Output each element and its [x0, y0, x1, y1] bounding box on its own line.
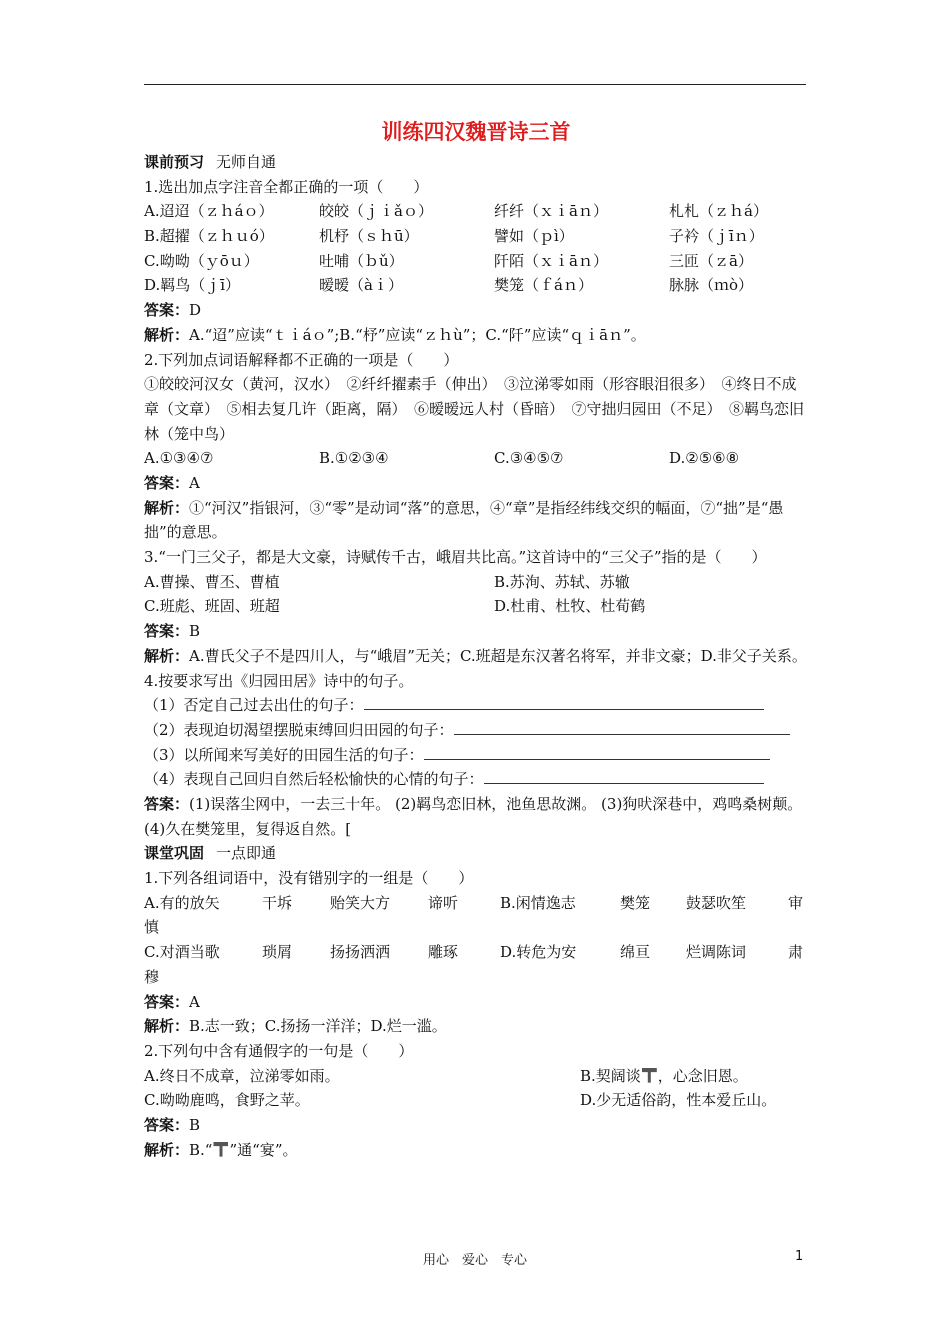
option-cell: 吐哺（ｂǔ） [319, 251, 404, 270]
analysis-line [144, 1138, 808, 1163]
analysis-text: B.志一致；C.扬扬一洋洋；D.烂一滥。 [189, 1017, 447, 1036]
answer-label: 答案： [144, 794, 190, 813]
option-text: ，心念旧恩。 [657, 1066, 748, 1085]
word-cell: 樊笼 [620, 893, 651, 912]
question-body: ①皎皎河汉女（黄河，汉水） ②纤纤擢素手（伸出） ③泣涕零如雨（形容眼泪很多） ④终日不成章（文章） ⑤相去复几许（距离，隔） ⑥暧暧远人村（昏暗） ⑦守拙归园田（不足） ⑧羁鸟恋旧林（笼中鸟） [144, 375, 805, 443]
fill-item [144, 743, 808, 768]
word-cell: 谛听 [428, 893, 459, 912]
option-cell: A.①③④⑦ [144, 449, 214, 468]
header-rule [144, 84, 806, 85]
option-cell: B.超擢（ｚｈｕó） [144, 227, 274, 246]
word-cell: 审 [788, 893, 804, 912]
option-cell: 脉脉（ｍò） [669, 276, 754, 295]
question-stem: 3.“一门三父子，都是大文豪，诗赋传千古，峨眉共比高。”这首诗中的“三父子”指的是（ ） [144, 548, 767, 567]
option-cell: 樊笼（ｆáｎ） [494, 276, 593, 295]
answer-value: A [189, 473, 200, 492]
answer-value: B [189, 622, 201, 641]
answer-value: (1)误落尘网中，一去三十年。 (2)羁鸟恋旧林，池鱼思故渊。 (3)狗吠深巷中，鸡鸣桑树颠。 (4)久在樊笼里，复得返自然。[ [144, 794, 810, 838]
page-title: 训练四汉魏晋诗三首 [381, 119, 571, 144]
option-cell: C.班彪、班固、班超 [144, 597, 280, 616]
word-cell: C.对酒当歌 [144, 943, 220, 962]
question-stem: 1.选出加点字注音全都正确的一项（ ） [144, 177, 429, 196]
analysis-label: 解析： [144, 498, 190, 517]
section-heading-classroom [144, 841, 808, 866]
analysis-label: 解析： [144, 646, 190, 665]
analysis-text: ①“河汉”指银河，③“零”是动词“落”的意思，④“章”是指经纬线交织的幅面，⑦“拙”是“愚拙”的意思。 [144, 498, 784, 542]
answer-label: 答案： [144, 301, 190, 320]
fill-item [144, 693, 808, 718]
option-cell: A.迢迢（ｚｈáｏ） [144, 202, 274, 221]
answer-blank[interactable] [424, 745, 770, 760]
word-cell: 鼓瑟吹笙 [686, 893, 747, 912]
option-text: B.契阔谈 [580, 1066, 641, 1085]
option-cell: 皎皎（ｊｉǎｏ） [319, 202, 433, 221]
word-cell: 雕琢 [428, 943, 459, 962]
answer-line [144, 298, 808, 323]
question-stem: 4.按要求写出《归园田居》诗中的句子。 [144, 671, 414, 690]
section-sub: 一点即通 [216, 844, 277, 863]
option-cell: 三匝（ｚā） [669, 251, 753, 270]
word-cell: 烂调陈词 [686, 943, 747, 962]
option-cell: D.杜甫、杜牧、杜荀鹤 [494, 597, 646, 616]
analysis-label: 解析： [144, 325, 190, 344]
option-cell: 暧暧（àｉ） [319, 276, 403, 295]
answer-line [144, 792, 808, 841]
page-footer: 用心 爱心 专心 [422, 1253, 527, 1268]
question-stem: 2.下列加点词语解释都不正确的一项是（ ） [144, 350, 459, 369]
option-cell: C.呦呦（ｙōｕ） [144, 251, 259, 270]
rare-character-glyph [213, 1142, 228, 1157]
option-cell: C.呦呦鹿鸣，食野之苹。 [144, 1091, 310, 1110]
analysis-line [144, 644, 808, 669]
analysis-text: ”通“宴”。 [229, 1140, 298, 1159]
fill-item-label: （2）表现迫切渴望摆脱束缚回归田园的句子： [144, 720, 454, 739]
section-label: 课堂巩固 [144, 844, 205, 863]
answer-blank[interactable] [484, 769, 764, 784]
analysis-line [144, 1014, 808, 1039]
option-cell: 子衿（ｊīｎ） [669, 227, 764, 246]
option-row [144, 594, 808, 619]
analysis-text: A.“迢”应读“ｔｉáｏ”;B.“杼”应读“ｚｈù”；C.“阡”应读“ｑｉāｎ”。 [189, 325, 646, 344]
option-cell: 阡陌（ｘｉāｎ） [494, 251, 608, 270]
analysis-text: B.“ [189, 1140, 213, 1159]
word-tail: 穆 [144, 967, 160, 986]
answer-blank[interactable] [454, 720, 790, 735]
answer-blank[interactable] [364, 695, 764, 710]
option-cell: B.苏洵、苏轼、苏辙 [494, 572, 630, 591]
word-cell: 绵亘 [620, 943, 651, 962]
analysis-line [144, 496, 808, 545]
option-cell: A.终日不成章，泣涕零如雨。 [144, 1066, 340, 1085]
option-cell: A.曹操、曹丕、曹植 [144, 572, 280, 591]
fill-item-label: （4）表现自己回归自然后轻松愉快的心情的句子： [144, 770, 484, 789]
option-row [144, 570, 808, 595]
option-cell: D.少无适俗韵，性本爱丘山。 [580, 1091, 777, 1110]
option-row [144, 1064, 808, 1089]
page-number: 1 [795, 1249, 804, 1264]
document-body [144, 118, 808, 1162]
question-stem: 2.下列句中含有通假字的一句是（ ） [144, 1041, 414, 1060]
answer-label: 答案： [144, 622, 190, 641]
answer-line [144, 619, 808, 644]
word-cell: 干坼 [262, 893, 293, 912]
option-row [144, 199, 808, 224]
option-cell: B.①②③④ [319, 449, 389, 468]
word-cell: 扬扬洒洒 [330, 943, 391, 962]
option-cell: 机杼（ｓｈū） [319, 227, 419, 246]
option-row [144, 273, 808, 298]
word-row [144, 891, 808, 916]
answer-label: 答案： [144, 1115, 190, 1134]
word-cell: B.闲情逸志 [500, 893, 576, 912]
option-cell [580, 1064, 808, 1089]
option-row [144, 249, 808, 274]
analysis-label: 解析： [144, 1140, 190, 1159]
option-cell: C.③④⑤⑦ [494, 449, 564, 468]
word-cell: 琐屑 [262, 943, 293, 962]
word-cell: D.转危为安 [500, 943, 577, 962]
option-row [144, 224, 808, 249]
word-cell: 贻笑大方 [330, 893, 391, 912]
answer-label: 答案： [144, 473, 190, 492]
rare-character-glyph [642, 1068, 657, 1083]
word-row [144, 940, 808, 965]
option-row [144, 446, 808, 471]
section-heading-preview [144, 150, 808, 175]
word-cell: 肃 [788, 943, 804, 962]
option-cell: D.②⑤⑥⑧ [669, 449, 740, 468]
question-stem: 1.下列各组词语中，没有错别字的一组是（ ） [144, 869, 474, 888]
answer-label: 答案： [144, 992, 190, 1011]
answer-value: B [189, 1115, 201, 1134]
option-row [144, 1088, 808, 1113]
analysis-label: 解析： [144, 1017, 190, 1036]
analysis-text: A.曹氏父子不是四川人，与“峨眉”无关；C.班超是东汉著名将军，并非文豪；D.非父子关系。 [189, 646, 807, 665]
option-cell: 譬如（ｐì） [494, 227, 574, 246]
fill-item [144, 767, 808, 792]
fill-item-label: （1）否定自己过去出仕的句子： [144, 696, 364, 715]
option-cell: 纤纤（ｘｉāｎ） [494, 202, 608, 221]
word-tail: 慎 [144, 918, 160, 937]
answer-value: A [189, 992, 200, 1011]
answer-line [144, 471, 808, 496]
analysis-line [144, 323, 808, 348]
answer-value: D [189, 301, 202, 320]
section-sub: 无师自通 [216, 153, 277, 171]
option-cell: D.羁鸟（ｊī） [144, 276, 241, 295]
option-cell: 札札（ｚｈá） [669, 202, 768, 221]
section-label: 课前预习 [144, 153, 205, 171]
fill-item [144, 718, 808, 743]
answer-line [144, 990, 808, 1015]
word-cell: A.有的放矢 [144, 893, 220, 912]
fill-item-label: （3）以所闻来写美好的田园生活的句子： [144, 745, 424, 764]
answer-line [144, 1113, 808, 1138]
